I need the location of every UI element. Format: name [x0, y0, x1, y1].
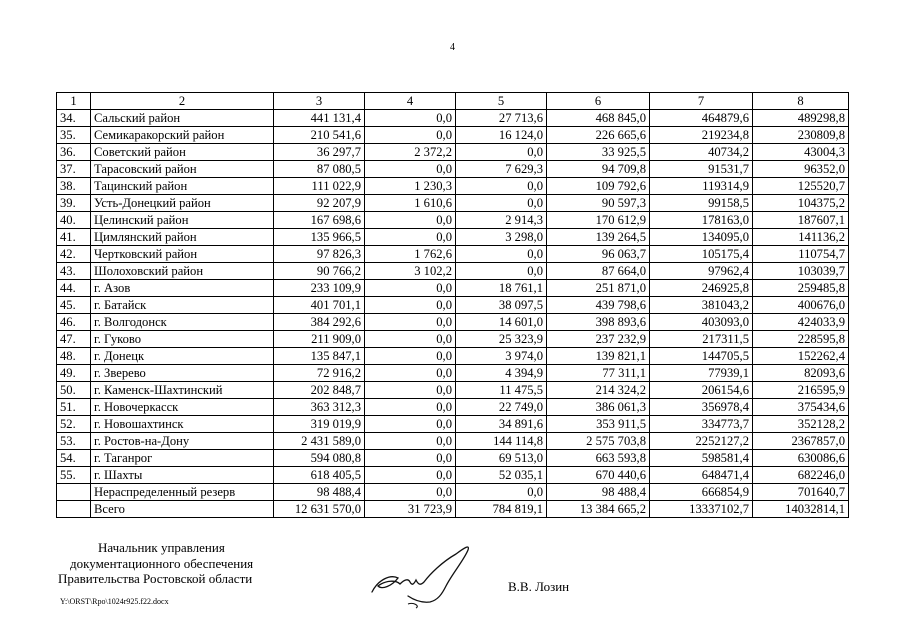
- value-cell: 398 893,6: [547, 314, 650, 331]
- value-cell: 33 925,5: [547, 144, 650, 161]
- value-cell: 90 597,3: [547, 195, 650, 212]
- value-cell: 356978,4: [650, 399, 753, 416]
- table-row: [57, 195, 849, 212]
- value-cell: 0,0: [365, 484, 456, 501]
- table-row: [57, 365, 849, 382]
- value-cell: 72 916,2: [274, 365, 365, 382]
- row-number-cell: 40.: [57, 212, 91, 229]
- value-cell: 206154,6: [650, 382, 753, 399]
- value-cell: 125520,7: [753, 178, 849, 195]
- value-cell: 386 061,3: [547, 399, 650, 416]
- signature-block: [58, 540, 253, 587]
- value-cell: 94 709,8: [547, 161, 650, 178]
- value-cell: 663 593,8: [547, 450, 650, 467]
- row-number-cell: 36.: [57, 144, 91, 161]
- value-cell: 202 848,7: [274, 382, 365, 399]
- value-cell: 27 713,6: [456, 110, 547, 127]
- value-cell: 598581,4: [650, 450, 753, 467]
- value-cell: 0,0: [365, 314, 456, 331]
- value-cell: 18 761,1: [456, 280, 547, 297]
- value-cell: 0,0: [365, 161, 456, 178]
- value-cell: 2 372,2: [365, 144, 456, 161]
- value-cell: 96352,0: [753, 161, 849, 178]
- budget-table: [56, 92, 849, 518]
- value-cell: 77939,1: [650, 365, 753, 382]
- value-cell: 36 297,7: [274, 144, 365, 161]
- value-cell: 424033,9: [753, 314, 849, 331]
- file-path: Y:\ORST\Rpo\1024r925.f22.docx: [60, 597, 169, 606]
- value-cell: 216595,9: [753, 382, 849, 399]
- value-cell: 12 631 570,0: [274, 501, 365, 518]
- row-number-cell: 35.: [57, 127, 91, 144]
- row-name-cell: Чертковский район: [91, 246, 274, 263]
- value-cell: 34 891,6: [456, 416, 547, 433]
- table-row: [57, 297, 849, 314]
- signature-title-line3: Правительства Ростовской области: [58, 571, 253, 586]
- table-row: [57, 501, 849, 518]
- row-name-cell: г. Новочеркасск: [91, 399, 274, 416]
- row-number-cell: 52.: [57, 416, 91, 433]
- value-cell: 0,0: [365, 467, 456, 484]
- value-cell: 0,0: [365, 331, 456, 348]
- value-cell: 0,0: [456, 195, 547, 212]
- row-number-cell: 50.: [57, 382, 91, 399]
- value-cell: 0,0: [456, 263, 547, 280]
- value-cell: 99158,5: [650, 195, 753, 212]
- value-cell: 167 698,6: [274, 212, 365, 229]
- signature-title-line2: документационного обеспечения: [70, 555, 254, 571]
- value-cell: 228595,8: [753, 331, 849, 348]
- header-cell: 6: [547, 93, 650, 110]
- value-cell: 441 131,4: [274, 110, 365, 127]
- header-cell: 4: [365, 93, 456, 110]
- value-cell: 105175,4: [650, 246, 753, 263]
- row-number-cell: 48.: [57, 348, 91, 365]
- value-cell: 103039,7: [753, 263, 849, 280]
- value-cell: 375434,6: [753, 399, 849, 416]
- value-cell: 666854,9: [650, 484, 753, 501]
- value-cell: 682246,0: [753, 467, 849, 484]
- row-number-cell: 34.: [57, 110, 91, 127]
- row-number-cell: 49.: [57, 365, 91, 382]
- row-name-cell: г. Шахты: [91, 467, 274, 484]
- row-number-cell: 41.: [57, 229, 91, 246]
- value-cell: 119314,9: [650, 178, 753, 195]
- value-cell: 246925,8: [650, 280, 753, 297]
- table-row: [57, 280, 849, 297]
- header-cell: 3: [274, 93, 365, 110]
- row-name-cell: Тарасовский район: [91, 161, 274, 178]
- value-cell: 141136,2: [753, 229, 849, 246]
- value-cell: 98 488,4: [274, 484, 365, 501]
- value-cell: 489298,8: [753, 110, 849, 127]
- table-row: [57, 178, 849, 195]
- value-cell: 135 847,1: [274, 348, 365, 365]
- value-cell: 363 312,3: [274, 399, 365, 416]
- value-cell: 14 601,0: [456, 314, 547, 331]
- table-row: [57, 450, 849, 467]
- value-cell: 135 966,5: [274, 229, 365, 246]
- value-cell: 0,0: [365, 416, 456, 433]
- value-cell: 0,0: [456, 484, 547, 501]
- value-cell: 217311,5: [650, 331, 753, 348]
- value-cell: 87 664,0: [547, 263, 650, 280]
- value-cell: 0,0: [365, 110, 456, 127]
- row-number-cell: 53.: [57, 433, 91, 450]
- value-cell: 468 845,0: [547, 110, 650, 127]
- value-cell: 87 080,5: [274, 161, 365, 178]
- value-cell: 594 080,8: [274, 450, 365, 467]
- value-cell: 22 749,0: [456, 399, 547, 416]
- value-cell: 403093,0: [650, 314, 753, 331]
- value-cell: 11 475,5: [456, 382, 547, 399]
- value-cell: 40734,2: [650, 144, 753, 161]
- value-cell: 178163,0: [650, 212, 753, 229]
- value-cell: 1 762,6: [365, 246, 456, 263]
- value-cell: 90 766,2: [274, 263, 365, 280]
- value-cell: 353 911,5: [547, 416, 650, 433]
- value-cell: 2252127,2: [650, 433, 753, 450]
- value-cell: 2367857,0: [753, 433, 849, 450]
- row-name-cell: Советский район: [91, 144, 274, 161]
- value-cell: 7 629,3: [456, 161, 547, 178]
- value-cell: 2 431 589,0: [274, 433, 365, 450]
- value-cell: 1 610,6: [365, 195, 456, 212]
- table-row: [57, 127, 849, 144]
- table-row: [57, 467, 849, 484]
- value-cell: 630086,6: [753, 450, 849, 467]
- value-cell: 31 723,9: [365, 501, 456, 518]
- row-name-cell: Тацинский район: [91, 178, 274, 195]
- value-cell: 259485,8: [753, 280, 849, 297]
- value-cell: 96 063,7: [547, 246, 650, 263]
- table-row: [57, 331, 849, 348]
- value-cell: 214 324,2: [547, 382, 650, 399]
- page-number: 4: [450, 42, 455, 53]
- value-cell: 0,0: [456, 178, 547, 195]
- value-cell: 187607,1: [753, 212, 849, 229]
- table-row: [57, 229, 849, 246]
- table-row: [57, 433, 849, 450]
- row-number-cell: 55.: [57, 467, 91, 484]
- value-cell: 319 019,9: [274, 416, 365, 433]
- value-cell: 139 264,5: [547, 229, 650, 246]
- table-row: [57, 246, 849, 263]
- row-name-cell: Цимлянский район: [91, 229, 274, 246]
- row-name-cell: Семикаракорский район: [91, 127, 274, 144]
- signatory-name: В.В. Лозин: [508, 579, 570, 594]
- value-cell: 144705,5: [650, 348, 753, 365]
- table-row: [57, 161, 849, 178]
- table-row: [57, 212, 849, 229]
- value-cell: 618 405,5: [274, 467, 365, 484]
- value-cell: 14032814,1: [753, 501, 849, 518]
- row-number-cell: 39.: [57, 195, 91, 212]
- value-cell: 0,0: [456, 144, 547, 161]
- value-cell: 104375,2: [753, 195, 849, 212]
- signature-title-line1: Начальник управления: [98, 540, 225, 555]
- table-row: [57, 399, 849, 416]
- row-name-cell: г. Донецк: [91, 348, 274, 365]
- value-cell: 82093,6: [753, 365, 849, 382]
- row-name-cell: Усть-Донецкий район: [91, 195, 274, 212]
- value-cell: 98 488,4: [547, 484, 650, 501]
- value-cell: 110754,7: [753, 246, 849, 263]
- value-cell: 0,0: [365, 229, 456, 246]
- value-cell: 16 124,0: [456, 127, 547, 144]
- value-cell: 400676,0: [753, 297, 849, 314]
- value-cell: 0,0: [365, 450, 456, 467]
- value-cell: 134095,0: [650, 229, 753, 246]
- header-cell: 2: [91, 93, 274, 110]
- table-row: [57, 263, 849, 280]
- row-number-cell: 38.: [57, 178, 91, 195]
- row-name-cell: Шолоховский район: [91, 263, 274, 280]
- value-cell: 0,0: [365, 127, 456, 144]
- row-number-cell: [57, 484, 91, 501]
- row-name-cell: г. Гуково: [91, 331, 274, 348]
- value-cell: 91531,7: [650, 161, 753, 178]
- value-cell: 3 974,0: [456, 348, 547, 365]
- value-cell: 0,0: [365, 433, 456, 450]
- row-number-cell: 45.: [57, 297, 91, 314]
- row-number-cell: 37.: [57, 161, 91, 178]
- value-cell: 251 871,0: [547, 280, 650, 297]
- row-number-cell: 54.: [57, 450, 91, 467]
- value-cell: 97962,4: [650, 263, 753, 280]
- value-cell: 4 394,9: [456, 365, 547, 382]
- value-cell: 233 109,9: [274, 280, 365, 297]
- value-cell: 109 792,6: [547, 178, 650, 195]
- table-row: [57, 348, 849, 365]
- value-cell: 43004,3: [753, 144, 849, 161]
- value-cell: 2 575 703,8: [547, 433, 650, 450]
- handwritten-signature: [368, 540, 478, 610]
- value-cell: 0,0: [365, 297, 456, 314]
- row-name-cell: г. Новошахтинск: [91, 416, 274, 433]
- row-name-cell: г. Ростов-на-Дону: [91, 433, 274, 450]
- value-cell: 226 665,6: [547, 127, 650, 144]
- value-cell: 69 513,0: [456, 450, 547, 467]
- header-cell: 1: [57, 93, 91, 110]
- row-number-cell: 46.: [57, 314, 91, 331]
- header-cell: 7: [650, 93, 753, 110]
- value-cell: 170 612,9: [547, 212, 650, 229]
- value-cell: 701640,7: [753, 484, 849, 501]
- value-cell: 219234,8: [650, 127, 753, 144]
- value-cell: 384 292,6: [274, 314, 365, 331]
- value-cell: 3 102,2: [365, 263, 456, 280]
- row-number-cell: [57, 501, 91, 518]
- value-cell: 52 035,1: [456, 467, 547, 484]
- value-cell: 13 384 665,2: [547, 501, 650, 518]
- value-cell: 139 821,1: [547, 348, 650, 365]
- value-cell: 13337102,7: [650, 501, 753, 518]
- value-cell: 211 909,0: [274, 331, 365, 348]
- table-row: [57, 110, 849, 127]
- value-cell: 0,0: [365, 399, 456, 416]
- row-number-cell: 43.: [57, 263, 91, 280]
- value-cell: 334773,7: [650, 416, 753, 433]
- value-cell: 670 440,6: [547, 467, 650, 484]
- value-cell: 0,0: [365, 365, 456, 382]
- value-cell: 648471,4: [650, 467, 753, 484]
- value-cell: 230809,8: [753, 127, 849, 144]
- value-cell: 77 311,1: [547, 365, 650, 382]
- value-cell: 0,0: [456, 246, 547, 263]
- value-cell: 352128,2: [753, 416, 849, 433]
- row-name-cell: г. Таганрог: [91, 450, 274, 467]
- row-name-cell: Всего: [91, 501, 274, 518]
- row-name-cell: г. Волгодонск: [91, 314, 274, 331]
- value-cell: 2 914,3: [456, 212, 547, 229]
- row-name-cell: г. Батайск: [91, 297, 274, 314]
- value-cell: 92 207,9: [274, 195, 365, 212]
- value-cell: 3 298,0: [456, 229, 547, 246]
- value-cell: 464879,6: [650, 110, 753, 127]
- row-name-cell: Нераспределенный резерв: [91, 484, 274, 501]
- row-name-cell: г. Зверево: [91, 365, 274, 382]
- value-cell: 0,0: [365, 382, 456, 399]
- value-cell: 401 701,1: [274, 297, 365, 314]
- row-number-cell: 47.: [57, 331, 91, 348]
- value-cell: 439 798,6: [547, 297, 650, 314]
- table-row: [57, 144, 849, 161]
- table-row: [57, 416, 849, 433]
- table-header-row: [57, 93, 849, 110]
- row-number-cell: 42.: [57, 246, 91, 263]
- row-name-cell: Сальский район: [91, 110, 274, 127]
- value-cell: 0,0: [365, 212, 456, 229]
- value-cell: 111 022,9: [274, 178, 365, 195]
- value-cell: 144 114,8: [456, 433, 547, 450]
- value-cell: 210 541,6: [274, 127, 365, 144]
- header-cell: 8: [753, 93, 849, 110]
- table-row: [57, 484, 849, 501]
- value-cell: 0,0: [365, 348, 456, 365]
- table-row: [57, 314, 849, 331]
- value-cell: 152262,4: [753, 348, 849, 365]
- value-cell: 1 230,3: [365, 178, 456, 195]
- table-row: [57, 382, 849, 399]
- value-cell: 97 826,3: [274, 246, 365, 263]
- row-name-cell: г. Каменск-Шахтинский: [91, 382, 274, 399]
- value-cell: 25 323,9: [456, 331, 547, 348]
- row-number-cell: 44.: [57, 280, 91, 297]
- value-cell: 38 097,5: [456, 297, 547, 314]
- row-name-cell: г. Азов: [91, 280, 274, 297]
- header-cell: 5: [456, 93, 547, 110]
- value-cell: 237 232,9: [547, 331, 650, 348]
- value-cell: 0,0: [365, 280, 456, 297]
- value-cell: 381043,2: [650, 297, 753, 314]
- row-name-cell: Целинский район: [91, 212, 274, 229]
- value-cell: 784 819,1: [456, 501, 547, 518]
- row-number-cell: 51.: [57, 399, 91, 416]
